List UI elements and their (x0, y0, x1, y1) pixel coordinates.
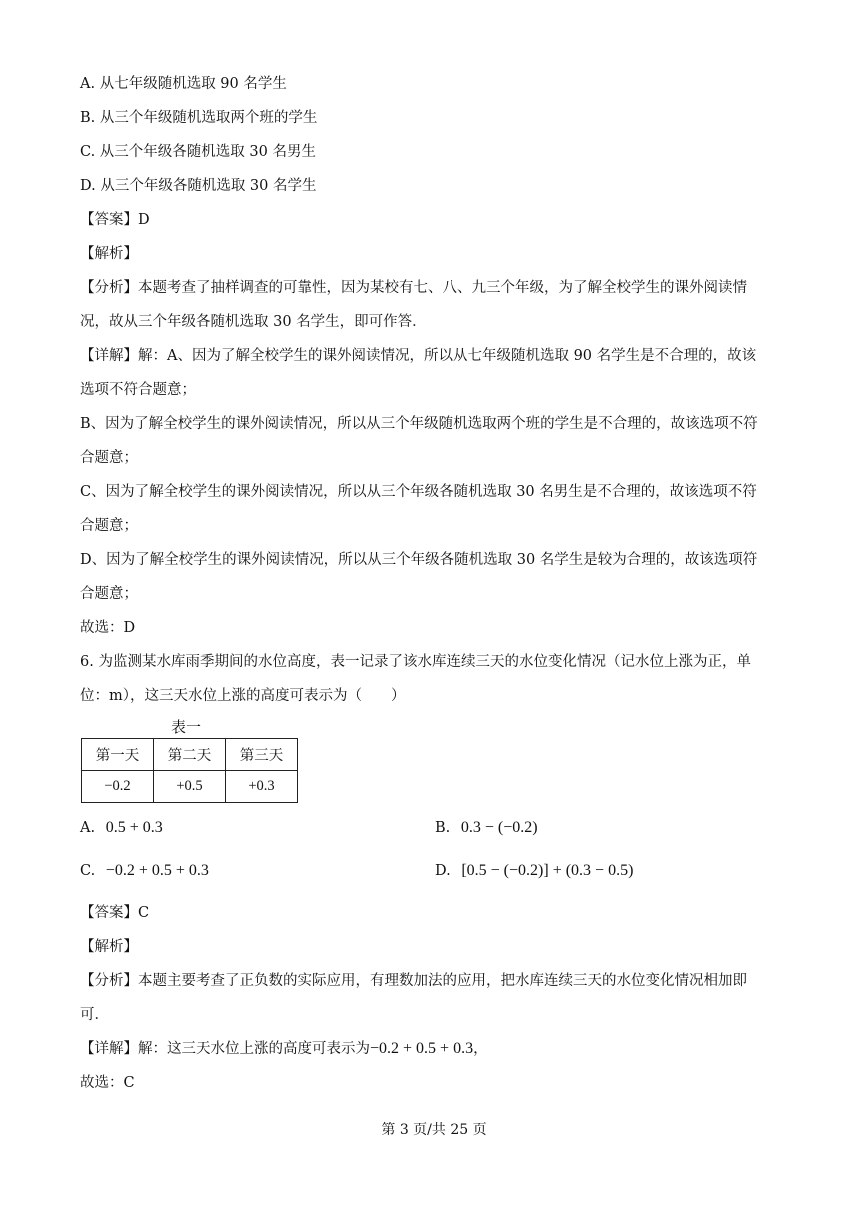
q5-detail-line-4: 合题意； (80, 450, 138, 466)
q5-option-a: A. 从七年级随机选取 90 名学生 (80, 76, 287, 92)
q5-detail-line-1: 【详解】解：A、因为了解全校学生的课外阅读情况，所以从七年级随机选取 90 名学生是不合理的，故该 (80, 348, 757, 364)
q6-detail-prefix: 【详解】解：这三天水位上涨的高度可表示为 (80, 1041, 370, 1057)
q5-detail-line-2: 选项不符合题意； (80, 382, 196, 398)
table-header-day3: 第三天 (226, 739, 298, 771)
table-value-day3: +0.3 (226, 771, 298, 803)
page-footer: 第 3 页/共 25 页 (381, 1122, 487, 1138)
table-header-day1: 第一天 (82, 739, 154, 771)
q6-detail-expr: −0.2 + 0.5 + 0.3 (370, 1040, 474, 1057)
q5-answer: 【答案】D (80, 212, 150, 228)
q5-detail-line-6: 合题意； (80, 518, 138, 534)
q6-option-b-label: B. (435, 820, 451, 836)
q6-option-a (80, 818, 163, 838)
q6-answer: 【答案】C (80, 905, 150, 921)
q6-stem-line-1: 6. 为监测某水库雨季期间的水位高度，表一记录了该水库连续三天的水位变化情况（记水位上涨为正，单 (80, 654, 751, 670)
q5-analysis-line-1: 【分析】本题考查了抽样调查的可靠性，因为某校有七、八、九三个年级，为了解全校学生的课外阅读情 (80, 280, 747, 296)
q5-option-b: B. 从三个年级随机选取两个班的学生 (80, 110, 318, 126)
q6-choice: 故选：C (80, 1075, 135, 1091)
q6-option-b (435, 818, 538, 838)
q6-option-d-label: D. (435, 863, 451, 879)
q6-option-c-label: C. (80, 863, 96, 879)
q5-detail-line-5: C、因为了解全校学生的课外阅读情况，所以从三个年级各随机选取 30 名男生是不合理的，故该选项不符 (80, 484, 757, 500)
q6-detail (80, 1039, 488, 1059)
q6-option-b-expr: 0.3 − (−0.2) (460, 819, 538, 836)
q6-option-d-expr: [0.5 − (−0.2)] + (0.3 − 0.5) (461, 862, 634, 879)
table-caption: 表一 (171, 718, 202, 736)
q6-detail-suffix: ， (473, 1041, 488, 1057)
q5-analysis-line-2: 况，故从三个年级各随机选取 30 名学生，即可作答． (80, 314, 427, 330)
q5-detail-line-7: D、因为了解全校学生的课外阅读情况，所以从三个年级各随机选取 30 名学生是较为合理的，故该选项符 (80, 552, 758, 568)
q6-analysis-line-1: 【分析】本题主要考查了正负数的实际应用，有理数加法的应用，把水库连续三天的水位变化情况相加即 (80, 973, 747, 989)
q6-option-d (435, 861, 633, 881)
q5-choice: 故选：D (80, 620, 136, 636)
q5-jiexi-heading: 【解析】 (80, 246, 138, 262)
table-value-row (82, 771, 298, 803)
q6-option-c-expr: −0.2 + 0.5 + 0.3 (105, 862, 209, 879)
table-value-day2: +0.5 (154, 771, 226, 803)
water-level-table (81, 738, 298, 803)
q6-stem-line-2: 位：m），这三天水位上涨的高度可表示为（ ） (80, 688, 406, 704)
q6-option-a-label: A. (80, 820, 96, 836)
q5-option-c: C. 从三个年级各随机选取 30 名男生 (80, 144, 316, 160)
table-header-day2: 第二天 (154, 739, 226, 771)
q6-option-a-expr: 0.5 + 0.3 (105, 819, 163, 836)
table-value-day1: −0.2 (82, 771, 154, 803)
q6-jiexi-heading: 【解析】 (80, 939, 138, 955)
q5-detail-line-8: 合题意； (80, 586, 138, 602)
q5-option-d: D. 从三个年级各随机选取 30 名学生 (80, 178, 317, 194)
q6-analysis-line-2: 可． (80, 1007, 109, 1023)
q5-detail-line-3: B、因为了解全校学生的课外阅读情况，所以从三个年级随机选取两个班的学生是不合理的，故该选项不符 (80, 416, 758, 432)
table-header-row (82, 739, 298, 771)
q6-option-c (80, 861, 209, 881)
